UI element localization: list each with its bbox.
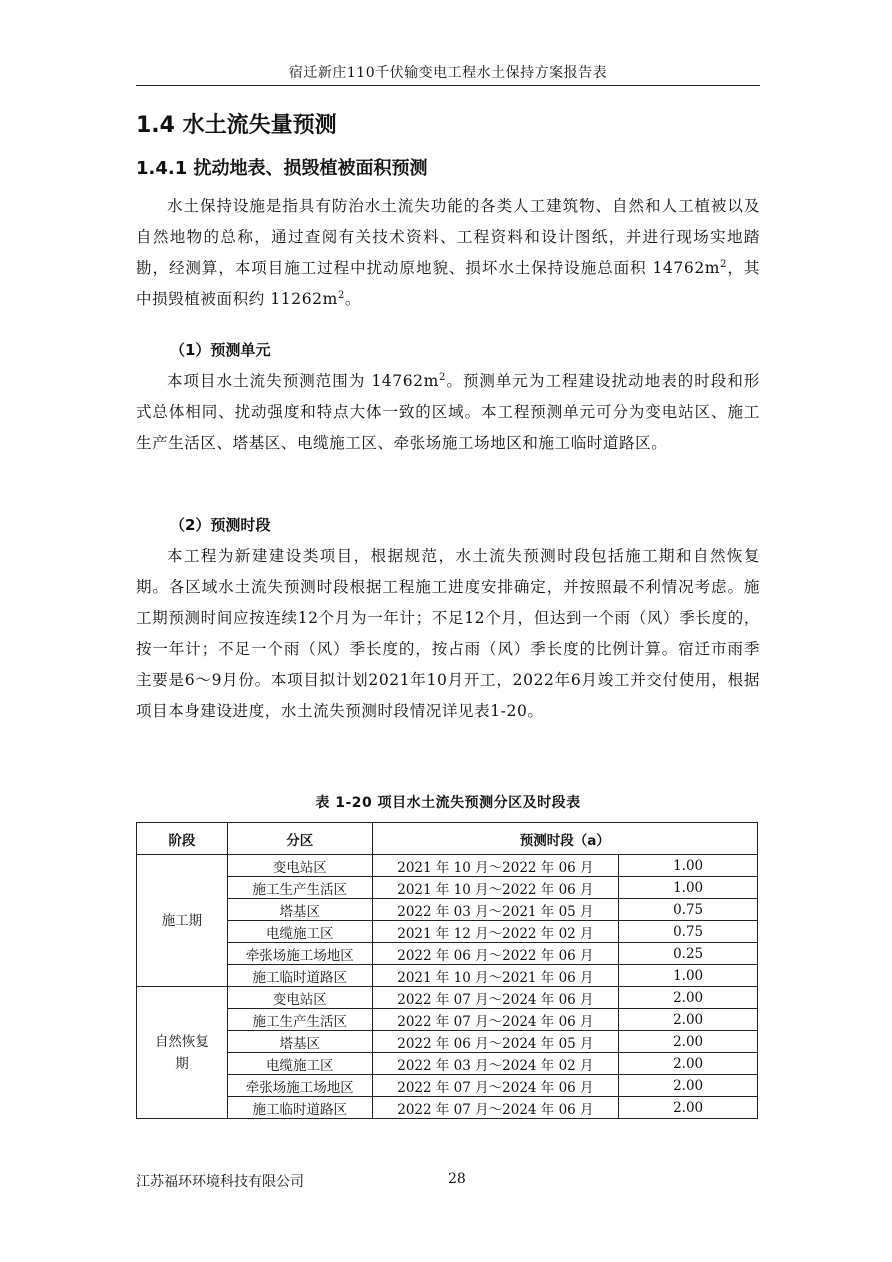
table-row (137, 921, 758, 943)
range-cell: 2022 年 07 月～2024 年 06 月 (372, 1009, 619, 1031)
range-cell: 2022 年 06 月～2022 年 06 月 (372, 943, 619, 965)
zone-cell: 施工生产生活区 (227, 877, 372, 899)
zone-cell: 塔基区 (227, 899, 372, 921)
header-period: 预测时段（a） (372, 823, 757, 855)
years-cell: 2.00 (619, 1097, 758, 1119)
header-rule (136, 85, 760, 86)
table-header-row (137, 823, 758, 855)
paragraph-prediction-period: 本工程为新建建设类项目，根据规范，水土流失预测时段包括施工期和自然恢复期。各区域水土流失预测时段根据工程施工进度安排确定，并按照最不利情况考虑。施工期预测时间应按连续12个月为一年计；不足12个月，但达到一个雨（风）季长度的，按一年计；不足一个雨（风）季长度的，按占雨（风）季长度的比例计算。宿迁市雨季主要是6～9月份。本项目拟计划2021年10月开工，2022年6月竣工并交付使用，根据项目本身建设进度，水土流失预测时段情况详见表1-20。 (136, 547, 760, 720)
prediction-period-table (136, 822, 758, 1119)
superscript: 2 (438, 371, 446, 383)
running-header: 宿迁新庄110千伏输变电工程水土保持方案报告表 (288, 65, 608, 81)
years-cell: 2.00 (619, 1009, 758, 1031)
range-cell: 2022 年 06 月～2024 年 05 月 (372, 1031, 619, 1053)
years-cell: 0.75 (619, 921, 758, 943)
zone-cell: 施工临时道路区 (227, 1097, 372, 1119)
range-cell: 2022 年 03 月～2024 年 02 月 (372, 1053, 619, 1075)
paragraph-intro-text-a: 水土保持设施是指具有防治水土流失功能的各类人工建筑物、自然和人工植被以及自然地物的总称，通过查阅有关技术资料、工程资料和设计图纸，并进行现场实地踏勘，经测算，本项目施工过程中扰动原地貌、损坏水土保持设施总面积 14762m (136, 197, 760, 277)
superscript: 2 (337, 289, 345, 301)
years-cell: 0.25 (619, 943, 758, 965)
table-row (137, 855, 758, 877)
zone-cell: 塔基区 (227, 1031, 372, 1053)
table-row (137, 1031, 758, 1053)
zone-cell: 变电站区 (227, 855, 372, 877)
years-cell: 0.75 (619, 899, 758, 921)
table-row (137, 965, 758, 987)
page-number: 28 (448, 1171, 466, 1187)
table-row (137, 987, 758, 1009)
paragraph-unit-text-b: 。预测单元为工程建设扰动地表的时段和形式总体相同、扰动强度和特点大体一致的区域。本工程预测单元可分为变电站区、施工生产生活区、塔基区、电缆施工区、牵张场施工场地区和施工临时道路区。 (136, 372, 760, 452)
table-row (137, 899, 758, 921)
range-cell: 2021 年 12 月～2022 年 02 月 (372, 921, 619, 943)
years-cell: 1.00 (619, 877, 758, 899)
table-row (137, 1075, 758, 1097)
paragraph-unit-text-a: 本项目水土流失预测范围为 14762m (167, 372, 439, 390)
table-row (137, 877, 758, 899)
subheading-prediction-unit: （1）预测单元 (170, 341, 271, 359)
paragraph-intro-text-c: 。 (344, 290, 362, 308)
section-heading: 1.4 水土流失量预测 (136, 113, 337, 138)
zone-cell: 电缆施工区 (227, 1053, 372, 1075)
table-body (137, 855, 758, 1119)
paragraph-prediction-unit (136, 366, 760, 459)
years-cell: 2.00 (619, 1053, 758, 1075)
range-cell: 2022 年 07 月～2024 年 06 月 (372, 1097, 619, 1119)
subheading-prediction-period: （2）预测时段 (170, 516, 271, 534)
years-cell: 1.00 (619, 855, 758, 877)
years-cell: 1.00 (619, 965, 758, 987)
header-phase: 阶段 (137, 823, 228, 855)
header-zone: 分区 (227, 823, 372, 855)
phase-cell: 施工期 (137, 855, 228, 987)
phase-cell: 自然恢复期 (137, 987, 228, 1119)
zone-cell: 施工生产生活区 (227, 1009, 372, 1031)
table-row (137, 943, 758, 965)
range-cell: 2022 年 07 月～2024 年 06 月 (372, 987, 619, 1009)
range-cell: 2021 年 10 月～2021 年 06 月 (372, 965, 619, 987)
paragraph-intro-text-b: ，其中损毁植被面积约 11262m (136, 259, 760, 308)
zone-cell: 牵张场施工场地区 (227, 1075, 372, 1097)
zone-cell: 施工临时道路区 (227, 965, 372, 987)
table-row (137, 1009, 758, 1031)
superscript: 2 (720, 258, 728, 270)
years-cell: 2.00 (619, 987, 758, 1009)
table-title: 表 1-20 项目水土流失预测分区及时段表 (315, 795, 581, 811)
range-cell: 2022 年 07 月～2024 年 06 月 (372, 1075, 619, 1097)
range-cell: 2022 年 03 月～2021 年 05 月 (372, 899, 619, 921)
table-row (137, 1053, 758, 1075)
range-cell: 2021 年 10 月～2022 年 06 月 (372, 855, 619, 877)
range-cell: 2021 年 10 月～2022 年 06 月 (372, 877, 619, 899)
zone-cell: 电缆施工区 (227, 921, 372, 943)
years-cell: 2.00 (619, 1075, 758, 1097)
zone-cell: 变电站区 (227, 987, 372, 1009)
years-cell: 2.00 (619, 1031, 758, 1053)
paragraph-intro (136, 191, 760, 315)
subsection-heading: 1.4.1 扰动地表、损毁植被面积预测 (136, 158, 428, 179)
zone-cell: 牵张场施工场地区 (227, 943, 372, 965)
footer-company: 江苏福环环境科技有限公司 (136, 1174, 304, 1190)
table-row (137, 1097, 758, 1119)
